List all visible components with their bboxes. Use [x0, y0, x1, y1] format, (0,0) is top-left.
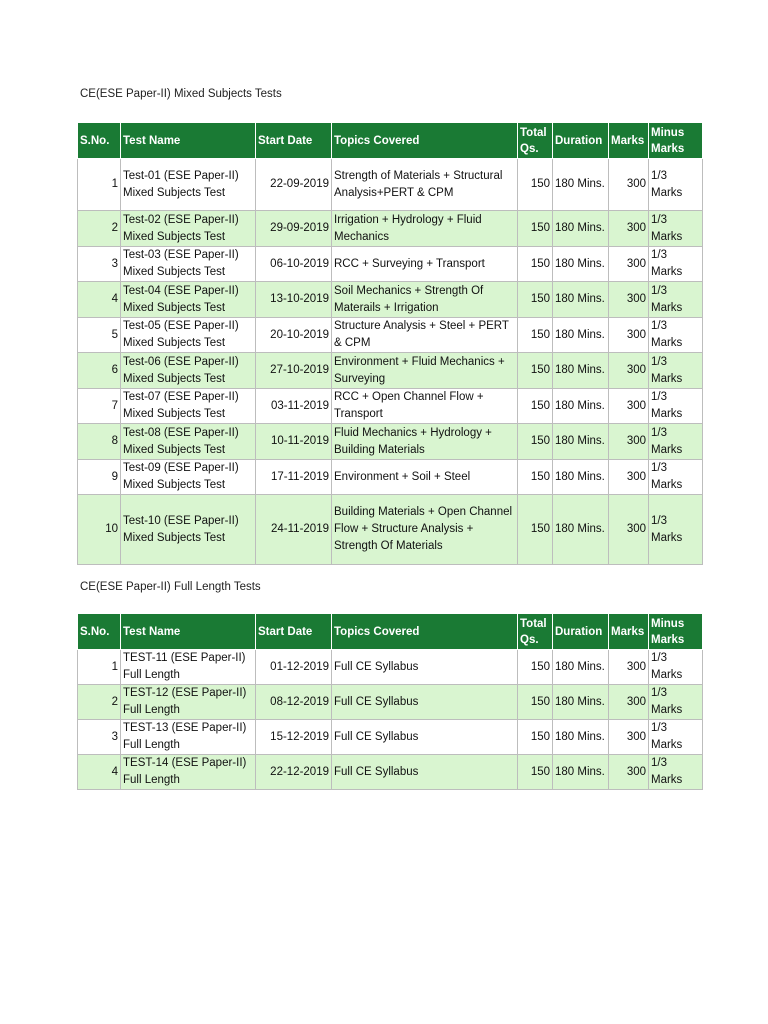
test-name-cell: Test-06 (ESE Paper-II) Mixed Subjects Test	[121, 353, 256, 389]
marks-cell: 300	[609, 685, 649, 720]
total-qs-cell: 150	[518, 650, 553, 685]
marks-cell: 300	[609, 424, 649, 460]
test-name-cell: TEST-13 (ESE Paper-II) Full Length	[121, 720, 256, 755]
duration-cell: 180 Mins.	[553, 460, 609, 495]
start-date-cell: 13-10-2019	[256, 282, 332, 318]
sno-cell: 9	[78, 460, 121, 495]
test-name-cell: TEST-12 (ESE Paper-II) Full Length	[121, 685, 256, 720]
col-header-sno: S.No.	[78, 614, 121, 650]
mixed-tests-title: CE(ESE Paper-II) Mixed Subjects Tests	[80, 88, 282, 100]
topics-cell: Full CE Syllabus	[332, 650, 518, 685]
start-date-cell: 06-10-2019	[256, 247, 332, 282]
minus-marks-cell: 1/3 Marks	[649, 460, 703, 495]
start-date-cell: 01-12-2019	[256, 650, 332, 685]
test-name-cell: Test-03 (ESE Paper-II) Mixed Subjects Test	[121, 247, 256, 282]
topics-cell: Environment + Fluid Mechanics + Surveying	[332, 353, 518, 389]
marks-cell: 300	[609, 460, 649, 495]
topics-cell: Strength of Materials + Structural Analysis+PERT & CPM	[332, 159, 518, 211]
col-header-duration: Duration	[553, 614, 609, 650]
sno-cell: 7	[78, 389, 121, 424]
col-header-minus-marks: Minus Marks	[649, 614, 703, 650]
table-row	[78, 247, 703, 282]
start-date-cell: 29-09-2019	[256, 211, 332, 247]
duration-cell: 180 Mins.	[553, 685, 609, 720]
table-row	[78, 460, 703, 495]
topics-cell: Full CE Syllabus	[332, 720, 518, 755]
table-row	[78, 720, 703, 755]
sno-cell: 3	[78, 720, 121, 755]
topics-cell: Building Materials + Open Channel Flow + Structure Analysis + Strength Of Materials	[332, 495, 518, 565]
sno-cell: 2	[78, 211, 121, 247]
minus-marks-cell: 1/3 Marks	[649, 353, 703, 389]
sno-cell: 4	[78, 755, 121, 790]
total-qs-cell: 150	[518, 389, 553, 424]
start-date-cell: 15-12-2019	[256, 720, 332, 755]
minus-marks-cell: 1/3 Marks	[649, 685, 703, 720]
minus-marks-cell: 1/3 Marks	[649, 318, 703, 353]
total-qs-cell: 150	[518, 720, 553, 755]
table-row	[78, 755, 703, 790]
minus-marks-cell: 1/3 Marks	[649, 282, 703, 318]
table-row	[78, 159, 703, 211]
minus-marks-cell: 1/3 Marks	[649, 495, 703, 565]
start-date-cell: 22-09-2019	[256, 159, 332, 211]
sno-cell: 1	[78, 650, 121, 685]
duration-cell: 180 Mins.	[553, 353, 609, 389]
topics-cell: Full CE Syllabus	[332, 685, 518, 720]
duration-cell: 180 Mins.	[553, 755, 609, 790]
table-row	[78, 318, 703, 353]
total-qs-cell: 150	[518, 460, 553, 495]
table-row	[78, 424, 703, 460]
marks-cell: 300	[609, 389, 649, 424]
marks-cell: 300	[609, 247, 649, 282]
test-name-cell: Test-09 (ESE Paper-II) Mixed Subjects Test	[121, 460, 256, 495]
test-name-cell: Test-10 (ESE Paper-II) Mixed Subjects Test	[121, 495, 256, 565]
sno-cell: 5	[78, 318, 121, 353]
table-row	[78, 282, 703, 318]
total-qs-cell: 150	[518, 211, 553, 247]
total-qs-cell: 150	[518, 755, 553, 790]
test-name-cell: TEST-14 (ESE Paper-II) Full Length	[121, 755, 256, 790]
duration-cell: 180 Mins.	[553, 720, 609, 755]
col-header-sno: S.No.	[78, 123, 121, 159]
total-qs-cell: 150	[518, 247, 553, 282]
test-name-cell: Test-08 (ESE Paper-II) Mixed Subjects Test	[121, 424, 256, 460]
col-header-start-date: Start Date	[256, 614, 332, 650]
total-qs-cell: 150	[518, 685, 553, 720]
full-length-tests-table	[77, 613, 703, 790]
marks-cell: 300	[609, 159, 649, 211]
total-qs-cell: 150	[518, 495, 553, 565]
sno-cell: 8	[78, 424, 121, 460]
topics-cell: Structure Analysis + Steel + PERT & CPM	[332, 318, 518, 353]
marks-cell: 300	[609, 211, 649, 247]
start-date-cell: 08-12-2019	[256, 685, 332, 720]
start-date-cell: 27-10-2019	[256, 353, 332, 389]
test-name-cell: TEST-11 (ESE Paper-II) Full Length	[121, 650, 256, 685]
col-header-total-qs: Total Qs.	[518, 123, 553, 159]
table-row	[78, 353, 703, 389]
minus-marks-cell: 1/3 Marks	[649, 211, 703, 247]
start-date-cell: 10-11-2019	[256, 424, 332, 460]
minus-marks-cell: 1/3 Marks	[649, 755, 703, 790]
topics-cell: Fluid Mechanics + Hydrology + Building Materials	[332, 424, 518, 460]
topics-cell: Full CE Syllabus	[332, 755, 518, 790]
minus-marks-cell: 1/3 Marks	[649, 247, 703, 282]
minus-marks-cell: 1/3 Marks	[649, 389, 703, 424]
total-qs-cell: 150	[518, 353, 553, 389]
topics-cell: Environment + Soil + Steel	[332, 460, 518, 495]
test-name-cell: Test-04 (ESE Paper-II) Mixed Subjects Test	[121, 282, 256, 318]
mixed-tests-header-row	[78, 123, 703, 159]
sno-cell: 3	[78, 247, 121, 282]
start-date-cell: 22-12-2019	[256, 755, 332, 790]
duration-cell: 180 Mins.	[553, 389, 609, 424]
col-header-test-name: Test Name	[121, 123, 256, 159]
col-header-marks: Marks	[609, 614, 649, 650]
sno-cell: 1	[78, 159, 121, 211]
col-header-start-date: Start Date	[256, 123, 332, 159]
duration-cell: 180 Mins.	[553, 159, 609, 211]
minus-marks-cell: 1/3 Marks	[649, 650, 703, 685]
duration-cell: 180 Mins.	[553, 495, 609, 565]
sno-cell: 2	[78, 685, 121, 720]
start-date-cell: 17-11-2019	[256, 460, 332, 495]
minus-marks-cell: 1/3 Marks	[649, 720, 703, 755]
topics-cell: Irrigation + Hydrology + Fluid Mechanics	[332, 211, 518, 247]
total-qs-cell: 150	[518, 318, 553, 353]
duration-cell: 180 Mins.	[553, 211, 609, 247]
sno-cell: 6	[78, 353, 121, 389]
marks-cell: 300	[609, 720, 649, 755]
marks-cell: 300	[609, 318, 649, 353]
full-length-tests-title: CE(ESE Paper-II) Full Length Tests	[80, 581, 261, 593]
duration-cell: 180 Mins.	[553, 650, 609, 685]
test-name-cell: Test-05 (ESE Paper-II) Mixed Subjects Test	[121, 318, 256, 353]
col-header-topics: Topics Covered	[332, 614, 518, 650]
table-row	[78, 211, 703, 247]
duration-cell: 180 Mins.	[553, 247, 609, 282]
topics-cell: RCC + Surveying + Transport	[332, 247, 518, 282]
col-header-test-name: Test Name	[121, 614, 256, 650]
start-date-cell: 24-11-2019	[256, 495, 332, 565]
col-header-total-qs: Total Qs.	[518, 614, 553, 650]
marks-cell: 300	[609, 495, 649, 565]
total-qs-cell: 150	[518, 424, 553, 460]
full-length-tests-header-row	[78, 614, 703, 650]
duration-cell: 180 Mins.	[553, 282, 609, 318]
table-row	[78, 389, 703, 424]
duration-cell: 180 Mins.	[553, 424, 609, 460]
mixed-tests-table	[77, 122, 703, 565]
topics-cell: RCC + Open Channel Flow + Transport	[332, 389, 518, 424]
topics-cell: Soil Mechanics + Strength Of Materails + Irrigation	[332, 282, 518, 318]
total-qs-cell: 150	[518, 159, 553, 211]
duration-cell: 180 Mins.	[553, 318, 609, 353]
marks-cell: 300	[609, 353, 649, 389]
marks-cell: 300	[609, 282, 649, 318]
col-header-duration: Duration	[553, 123, 609, 159]
total-qs-cell: 150	[518, 282, 553, 318]
col-header-marks: Marks	[609, 123, 649, 159]
test-name-cell: Test-01 (ESE Paper-II) Mixed Subjects Test	[121, 159, 256, 211]
table-row	[78, 685, 703, 720]
start-date-cell: 03-11-2019	[256, 389, 332, 424]
minus-marks-cell: 1/3 Marks	[649, 424, 703, 460]
sno-cell: 4	[78, 282, 121, 318]
sno-cell: 10	[78, 495, 121, 565]
marks-cell: 300	[609, 650, 649, 685]
start-date-cell: 20-10-2019	[256, 318, 332, 353]
test-name-cell: Test-02 (ESE Paper-II) Mixed Subjects Test	[121, 211, 256, 247]
marks-cell: 300	[609, 755, 649, 790]
col-header-minus-marks: Minus Marks	[649, 123, 703, 159]
table-row	[78, 650, 703, 685]
test-name-cell: Test-07 (ESE Paper-II) Mixed Subjects Test	[121, 389, 256, 424]
col-header-topics: Topics Covered	[332, 123, 518, 159]
table-row	[78, 495, 703, 565]
minus-marks-cell: 1/3 Marks	[649, 159, 703, 211]
